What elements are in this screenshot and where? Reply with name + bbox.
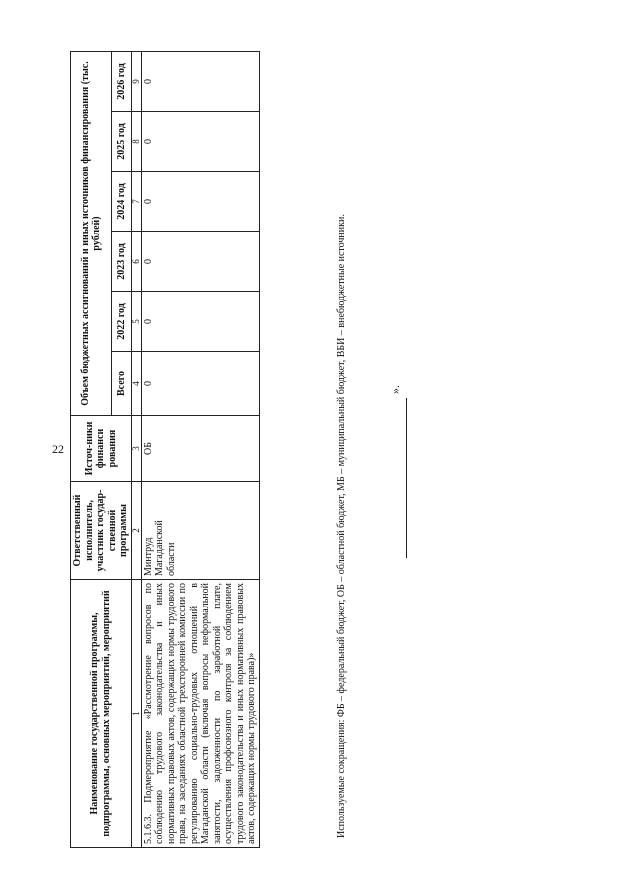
header-sources: Источ-ники финанси рования — [71, 416, 132, 482]
program-table — [70, 51, 260, 848]
header-row-1 — [71, 51, 112, 847]
header-2023: 2023 год — [112, 232, 131, 292]
header-2025: 2025 год — [112, 112, 131, 172]
row-2022: 0 — [141, 292, 259, 352]
row-2026: 0 — [141, 51, 259, 111]
row-2024: 0 — [141, 172, 259, 232]
row-name: 5.1.6.3. Подмероприятие «Рассмотрение вопросов по соблюдению трудового законодательства и иных нормативных правовых актов, содержащих нормы трудового права, на заседаниях областной трехсторонней комиссии по регулированию социально-трудовых отношений в Магаданской области (включая вопросы неформальной занятости, задолженности по заработной плате, осуществления профсоюзного контроля за соблюдением трудового законодательства и иных нормативных правовых актов, содержащих нормы трудового права)» — [141, 580, 259, 848]
row-executor: Минтруд Магаданской области — [141, 482, 259, 580]
header-2026: 2026 год — [112, 51, 131, 111]
header-2022: 2022 год — [112, 292, 131, 352]
header-total: Всего — [112, 352, 131, 416]
column-number: 4 — [131, 352, 141, 416]
table-row — [141, 51, 259, 847]
column-number: 5 — [131, 292, 141, 352]
column-number-row — [131, 51, 141, 847]
row-2023: 0 — [141, 232, 259, 292]
column-number: 3 — [131, 416, 141, 482]
column-number: 8 — [131, 112, 141, 172]
column-number: 1 — [131, 580, 141, 848]
abbreviations-note: Используемые сокращения: ФБ – федеральный бюджет, ОБ – областной бюджет, МБ – муниципальный бюджет, ВБИ – внебюджетные источники. — [336, 214, 347, 838]
column-number: 2 — [131, 482, 141, 580]
page-number: 22 — [52, 442, 64, 456]
end-underline — [392, 398, 407, 558]
column-number: 9 — [131, 51, 141, 111]
row-total: 0 — [141, 352, 259, 416]
header-2024: 2024 год — [112, 172, 131, 232]
header-volume-group: Объем бюджетных ассигнований и иных источников финансирования (тыс. рублей) — [71, 51, 112, 415]
closing-mark: ». — [388, 385, 402, 394]
header-executor: Ответственный исполнитель, участник государ-ственной программы — [71, 482, 132, 580]
row-2025: 0 — [141, 112, 259, 172]
header-name: Наименование государственной программы, подпрограммы, основных мероприятий, мероприятий — [71, 580, 132, 848]
column-number: 6 — [131, 232, 141, 292]
rotated-page-content — [0, 50, 560, 850]
row-source: ОБ — [141, 416, 259, 482]
column-number: 7 — [131, 172, 141, 232]
